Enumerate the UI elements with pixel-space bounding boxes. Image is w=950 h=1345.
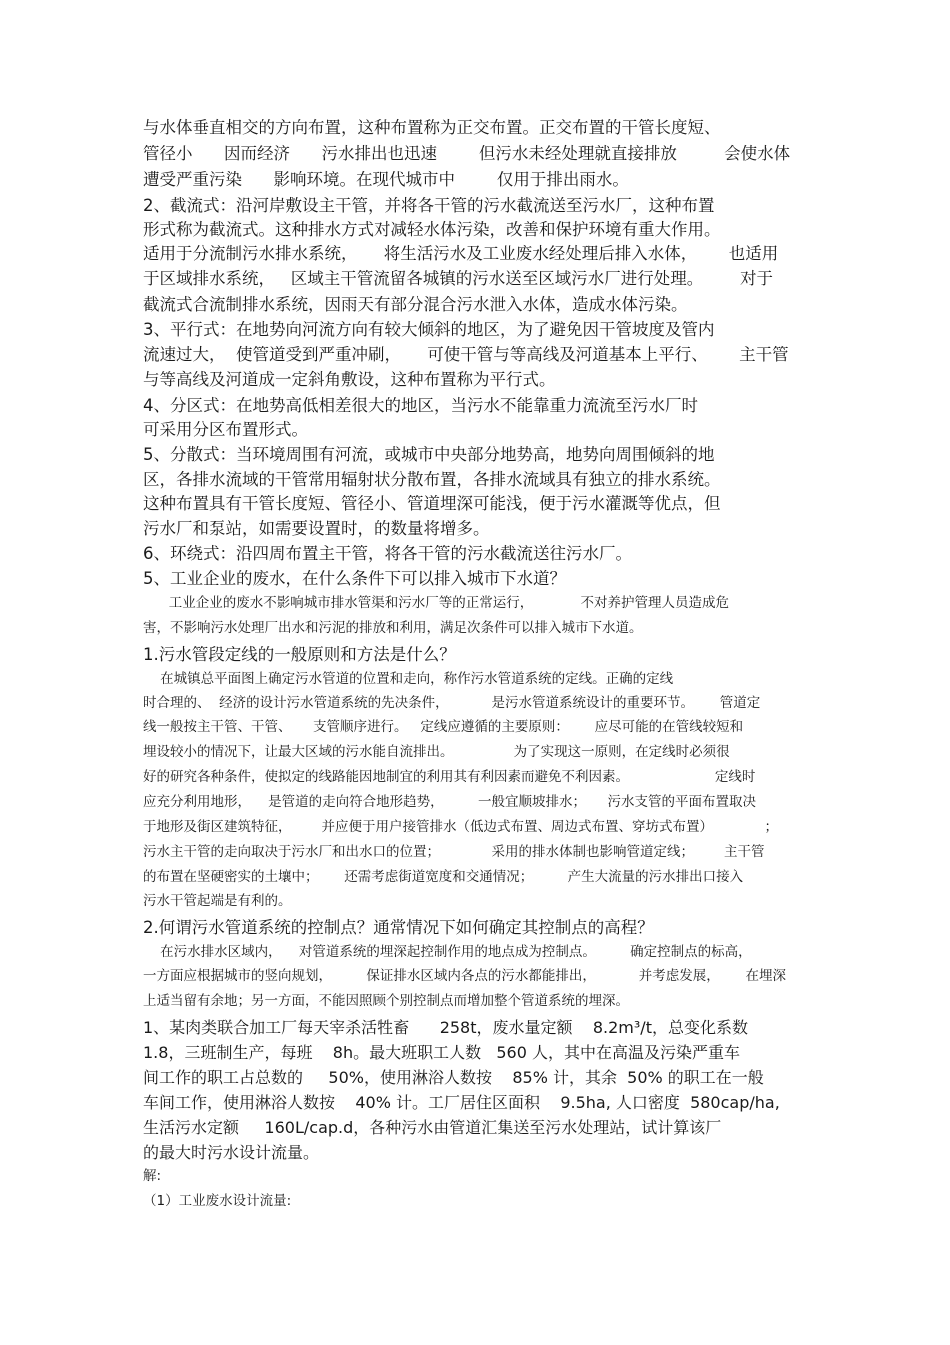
text-line: 好的研究各种条件，使拟定的线路能因地制宜的利用其有利因素而避免不利因素。 定线时 [143, 769, 756, 785]
text-line: 4、分区式：在地势高低相差很大的地区，当污水不能靠重力流流至污水厂时 [143, 396, 698, 415]
text-line: 1、某肉类联合加工厂每天宰杀活牲畜 258t，废水量定额 8.2m³/t，总变化系数 [143, 1018, 748, 1037]
text-line: 5、工业企业的废水，在什么条件下可以排入城市下水道？ [143, 569, 566, 588]
text-line: 一方面应根据城市的竖向规划， 保证排水区域内各点的污水都能排出， 并考虑发展， 在埋深 [143, 968, 786, 984]
text-line: 于区域排水系统， 区域主干管流留各城镇的污水送至区域污水厂进行处理。 对于 [143, 269, 773, 288]
text-line: 3、平行式：在地势向河流方向有较大倾斜的地区，为了避免因干管坡度及管内 [143, 320, 715, 339]
text-line: 生活污水定额 160L/cap.d，各种污水由管道汇集送至污水处理站，试计算该厂 [143, 1118, 722, 1137]
text-line: 1.8，三班制生产，每班 8h。最大班职工人数 560 人，其中在高温及污染严重车 [143, 1043, 740, 1062]
text-line: 工业企业的废水不影响城市排水管渠和污水厂等的正常运行， 不对养护管理人员造成危 [143, 595, 729, 611]
text-line: 在城镇总平面图上确定污水管道的位置和走向，称作污水管道系统的定线。正确的定线 [143, 671, 674, 687]
text-line: 2、截流式：沿河岸敷设主干管，并将各干管的污水截流送至污水厂，这种布置 [143, 196, 715, 215]
text-line: 在污水排水区域内， 对管道系统的埋深起控制作用的地点成为控制点。 确定控制点的标高， [143, 944, 752, 960]
text-line: 区，各排水流域的干管常用辐射状分散布置，各排水流域具有独立的排水系统。 [143, 470, 721, 489]
text-line: 适用于分流制污水排水系统， 将生活污水及工业废水经处理后排入水体， 也适用 [143, 244, 779, 263]
text-line: 6、环绕式：沿四周布置主干管，将各干管的污水截流送往污水厂。 [143, 544, 632, 563]
text-line: 的布置在坚硬密实的土壤中； 还需考虑街道宽度和交通情况； 产生大流量的污水排出口接入 [143, 869, 744, 885]
text-line: 5、分散式：当环境周围有河流，或城市中央部分地势高，地势向周围倾斜的地 [143, 445, 715, 464]
text-line: 的最大时污水设计流量。 [143, 1143, 320, 1162]
text-line: 污水厂和泵站，如需要设置时，的数量将增多。 [143, 519, 490, 538]
text-line: 于地形及街区建筑特征， 并应便于用户接管排水（低边式布置、周边式布置、穿坊式布置） ； [143, 819, 779, 835]
text-line: 与水体垂直相交的方向布置，这种布置称为正交布置。正交布置的干管长度短、 [143, 118, 721, 137]
text-line: 截流式合流制排水系统，因雨天有部分混合污水泄入水体，造成水体污染。 [143, 295, 688, 314]
text-line: 可采用分区布置形式。 [143, 420, 308, 439]
text-line: 2.何谓污水管道系统的控制点？通常情况下如何确定其控制点的高程？ [143, 918, 654, 937]
text-line: 污水主干管的走向取决于污水厂和出水口的位置； 采用的排水体制也影响管道定线； 主干管 [143, 844, 765, 860]
text-line: 线一般按主干管、干管、 支管顺序进行。 定线应遵循的主要原则： 应尽可能的在管线较短和 [143, 719, 744, 735]
text-line: 车间工作，使用淋浴人数按 40% 计。工厂居住区面积 9.5ha, 人口密度 580cap/ha, [143, 1093, 780, 1112]
text-line: 时合理的、 经济的设计污水管道系统的先决条件， 是污水管道系统设计的重要环节。 管道定 [143, 695, 761, 711]
text-line: 应充分利用地形， 是管道的走向符合地形趋势， 一般宜顺坡排水； 污水支管的平面布置取决 [143, 794, 756, 810]
text-line: 形式称为截流式。这种排水方式对减轻水体污染，改善和保护环境有重大作用。 [143, 220, 721, 239]
text-line: 污水干管起端是有利的。 [143, 893, 292, 909]
text-line: 1.污水管段定线的一般原则和方法是什么？ [143, 645, 456, 664]
text-line: 这种布置具有干管长度短、管径小、管道埋深可能浅，便于污水灌溉等优点，但 [143, 494, 721, 513]
text-line: 解: [143, 1168, 162, 1184]
text-line: 流速过大， 使管道受到严重冲刷， 可使干管与等高线及河道基本上平行、 主干管 [143, 345, 789, 364]
text-line: 上适当留有余地；另一方面，不能因照顾个别控制点而增加整个管道系统的埋深。 [143, 993, 629, 1009]
text-line: 间工作的职工占总数的 50%，使用淋浴人数按 85% 计，其余 50% 的职工在一般 [143, 1068, 764, 1087]
text-line: （1）工业废水设计流量: [143, 1193, 292, 1209]
text-line: 遭受严重污染 影响环境。在现代城市中 仅用于排出雨水。 [143, 170, 629, 189]
text-line: 与等高线及河道成一定斜角敷设，这种布置称为平行式。 [143, 370, 556, 389]
text-line: 管径小 因而经济 污水排出也迅速 但污水未经处理就直接排放 会使水体 [143, 144, 791, 163]
text-line: 害，不影响污水处理厂出水和污泥的排放和利用，满足次条件可以排入城市下水道。 [143, 620, 643, 636]
text-line: 埋设较小的情况下，让最大区域的污水能自流排出。 为了实现这一原则，在定线时必须很 [143, 744, 730, 760]
